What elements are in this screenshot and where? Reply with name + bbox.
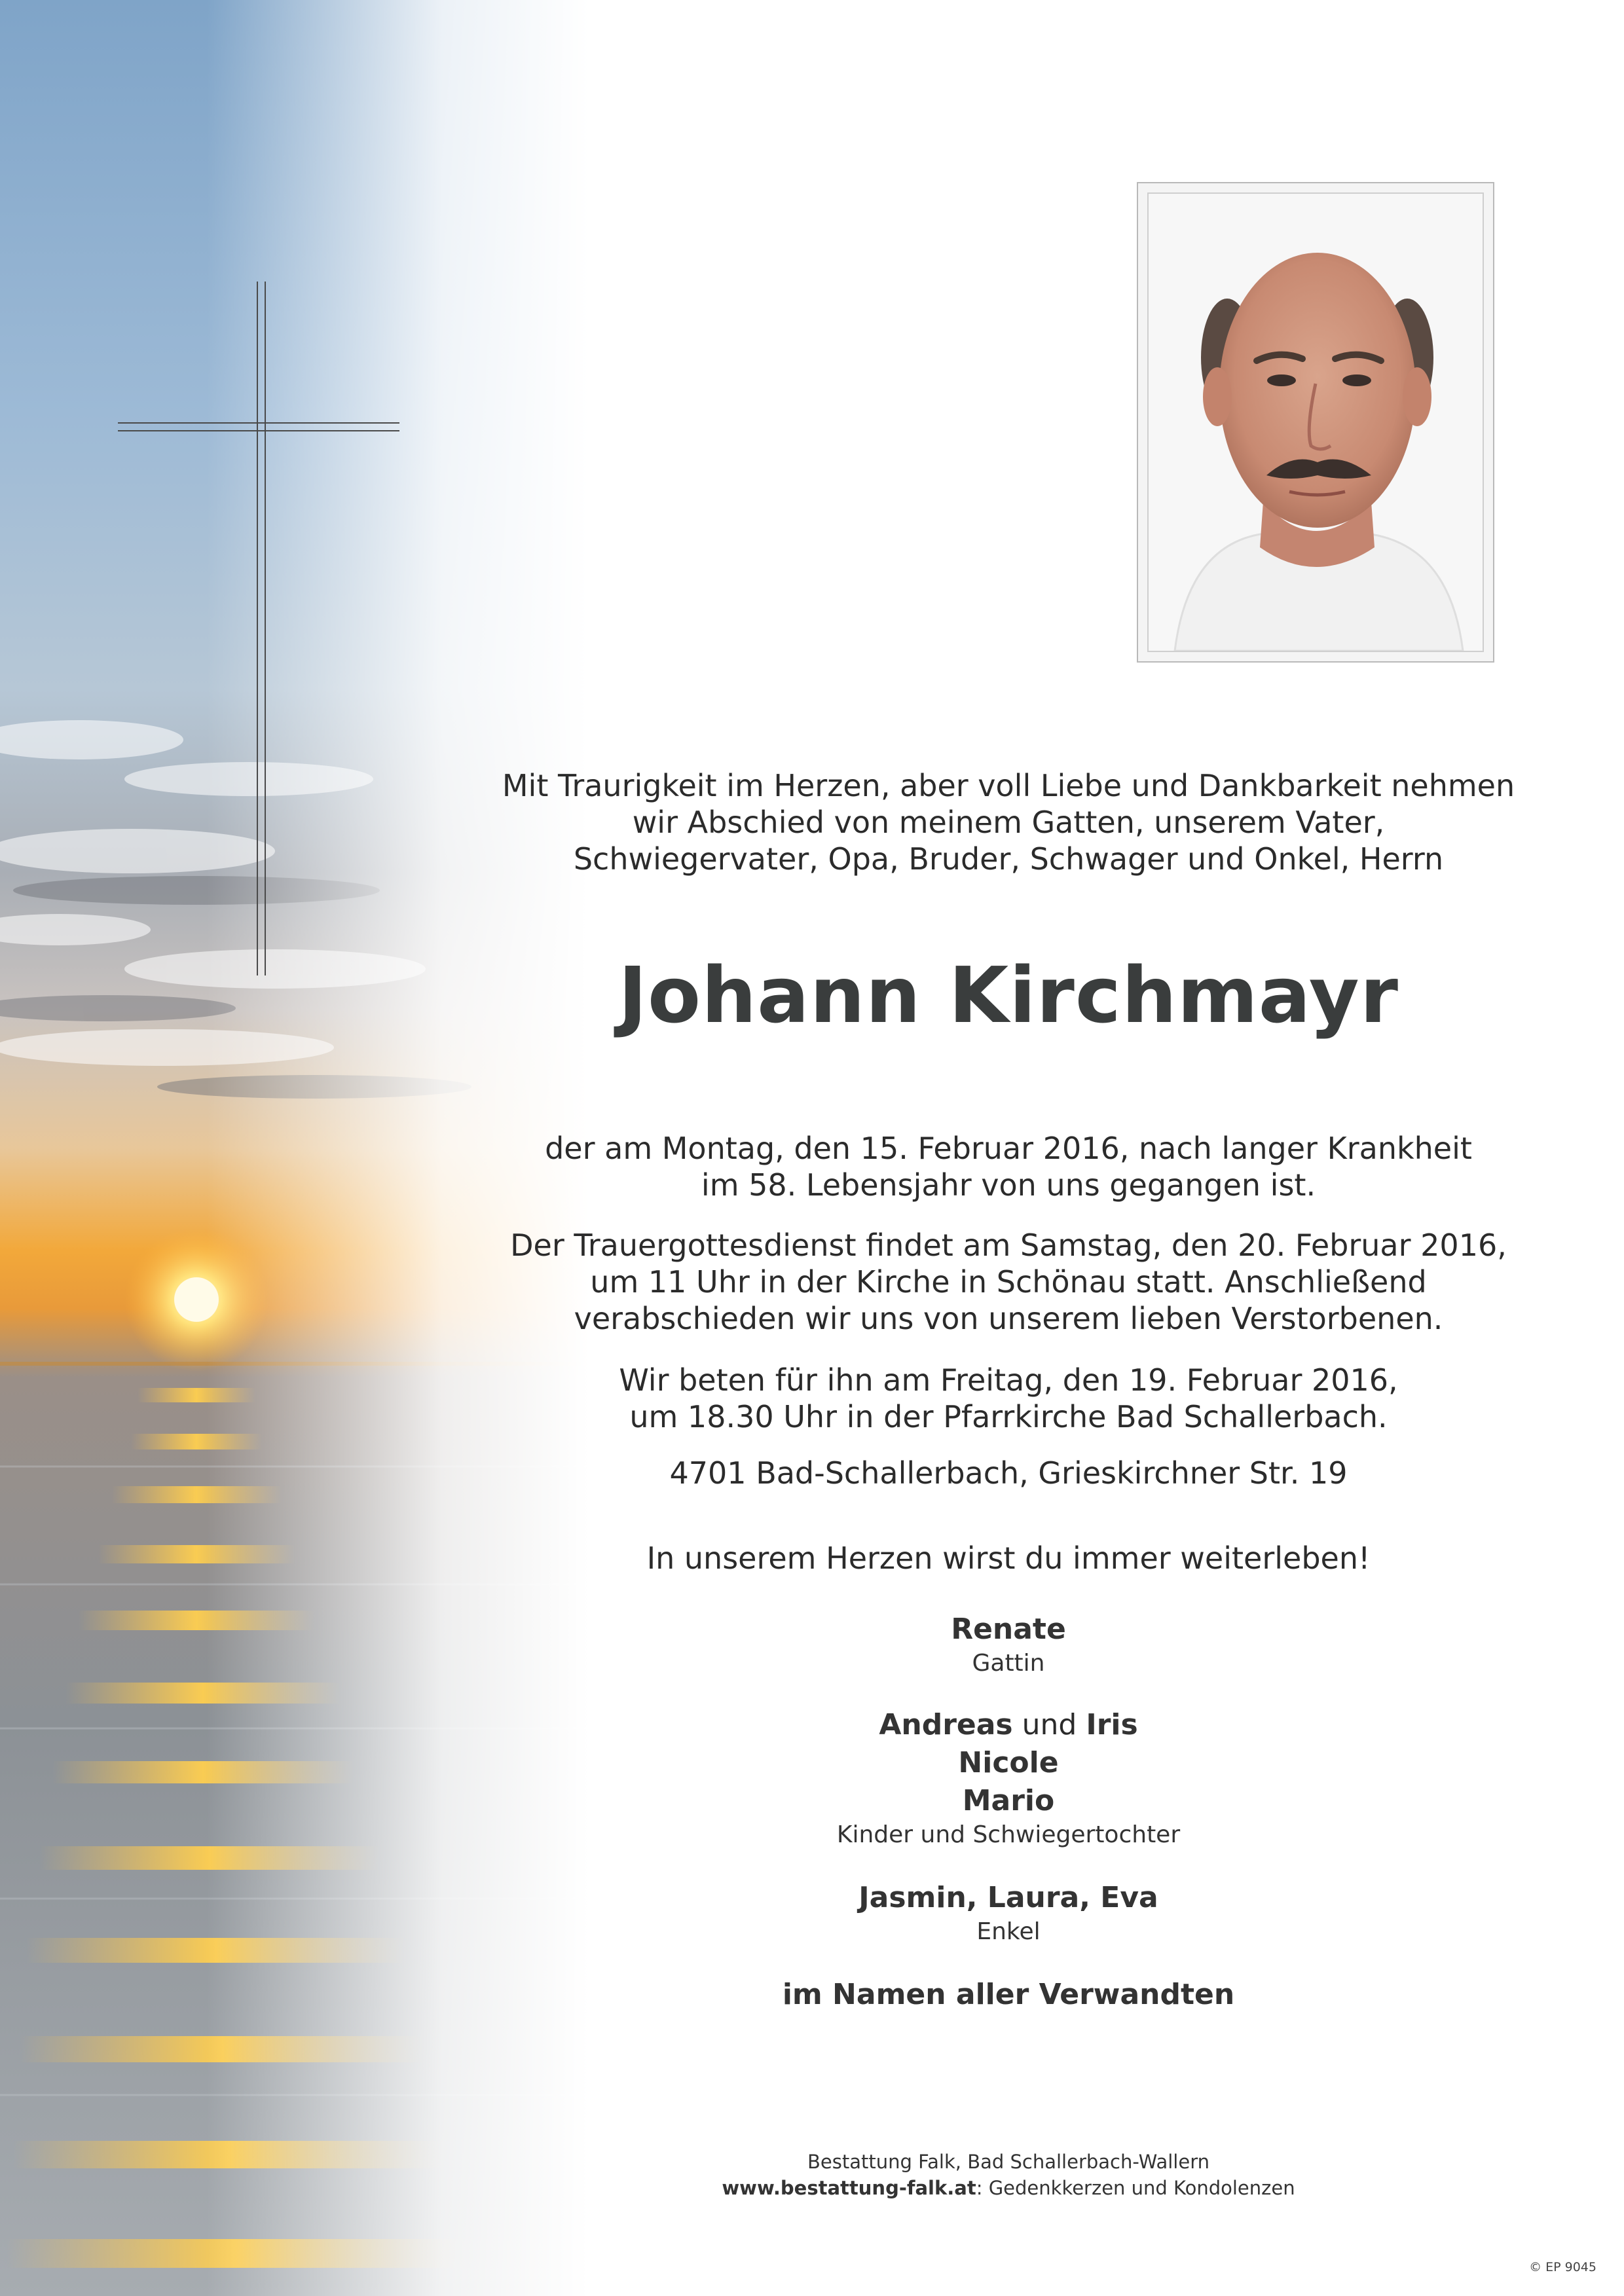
portrait-photo [1147, 192, 1484, 652]
motto-text [498, 1540, 1519, 1576]
child-1-name: Andreas [879, 1708, 1013, 1741]
footer-website-link[interactable]: www.bestattung-falk.at [722, 2177, 976, 2199]
spouse-role: Gattin [972, 1650, 1045, 1677]
prayer-line-1: Wir beten für ihn am Freitag, den 19. Februar 2016, [619, 1362, 1398, 1398]
death-text [498, 1130, 1519, 1203]
address: 4701 Bad-Schallerbach, Grieskirchner Str. 19 [669, 1455, 1348, 1491]
death-line-2: im 58. Lebensjahr von uns gegangen ist. [701, 1167, 1316, 1203]
grandchildren-role: Enkel [976, 1918, 1041, 1945]
service-text [498, 1227, 1519, 1337]
and-connector: und [1022, 1708, 1077, 1741]
prayer-line-2: um 18.30 Uhr in der Pfarrkirche Bad Schallerbach. [629, 1399, 1388, 1434]
service-line-1: Der Trauergottesdienst findet am Samstag, den 20. Februar 2016, [510, 1228, 1507, 1263]
spouse-name: Renate [951, 1613, 1066, 1646]
address-text [498, 1455, 1519, 1491]
grandchildren-block [498, 1879, 1519, 1947]
service-line-3: verabschieden wir uns von unserem lieben Verstorbenen. [574, 1301, 1443, 1336]
motto: In unserem Herzen wirst du immer weiterleben! [646, 1540, 1371, 1576]
closing-block [498, 1976, 1519, 2014]
child-1-partner-name: Iris [1086, 1708, 1138, 1741]
closing-line: im Namen aller Verwandten [782, 1978, 1235, 2011]
child-2-name: Nicole [958, 1746, 1059, 1779]
footer [498, 2149, 1519, 2201]
grandchildren-names: Jasmin, Laura, Eva [858, 1881, 1158, 1914]
deceased-name: Johann Kirchmayr [618, 950, 1399, 1040]
death-line-1: der am Montag, den 15. Februar 2016, nach langer Krankheit [545, 1131, 1472, 1166]
copyright-mark: © EP 9045 [1529, 2260, 1596, 2274]
intro-line-1: Mit Traurigkeit im Herzen, aber voll Liebe und Dankbarkeit nehmen [502, 768, 1515, 803]
children-block [498, 1706, 1519, 1850]
portrait-frame [1137, 182, 1494, 663]
service-line-2: um 11 Uhr in der Kirche in Schönau statt. Anschließend [590, 1264, 1427, 1300]
footer-line-1: Bestattung Falk, Bad Schallerbach-Wallern [807, 2151, 1209, 2173]
child-3-name: Mario [962, 1784, 1055, 1817]
intro-text [498, 767, 1519, 877]
intro-line-3: Schwiegervater, Opa, Bruder, Schwager und Onkel, Herrn [573, 841, 1444, 877]
footer-line-2: : Gedenkkerzen und Kondolenzen [976, 2177, 1295, 2199]
children-role: Kinder und Schwiegertochter [836, 1821, 1181, 1848]
mourners-block [498, 1611, 1519, 1679]
prayer-text [498, 1362, 1519, 1435]
intro-line-2: wir Abschied von meinem Gatten, unserem Vater, [632, 805, 1385, 840]
